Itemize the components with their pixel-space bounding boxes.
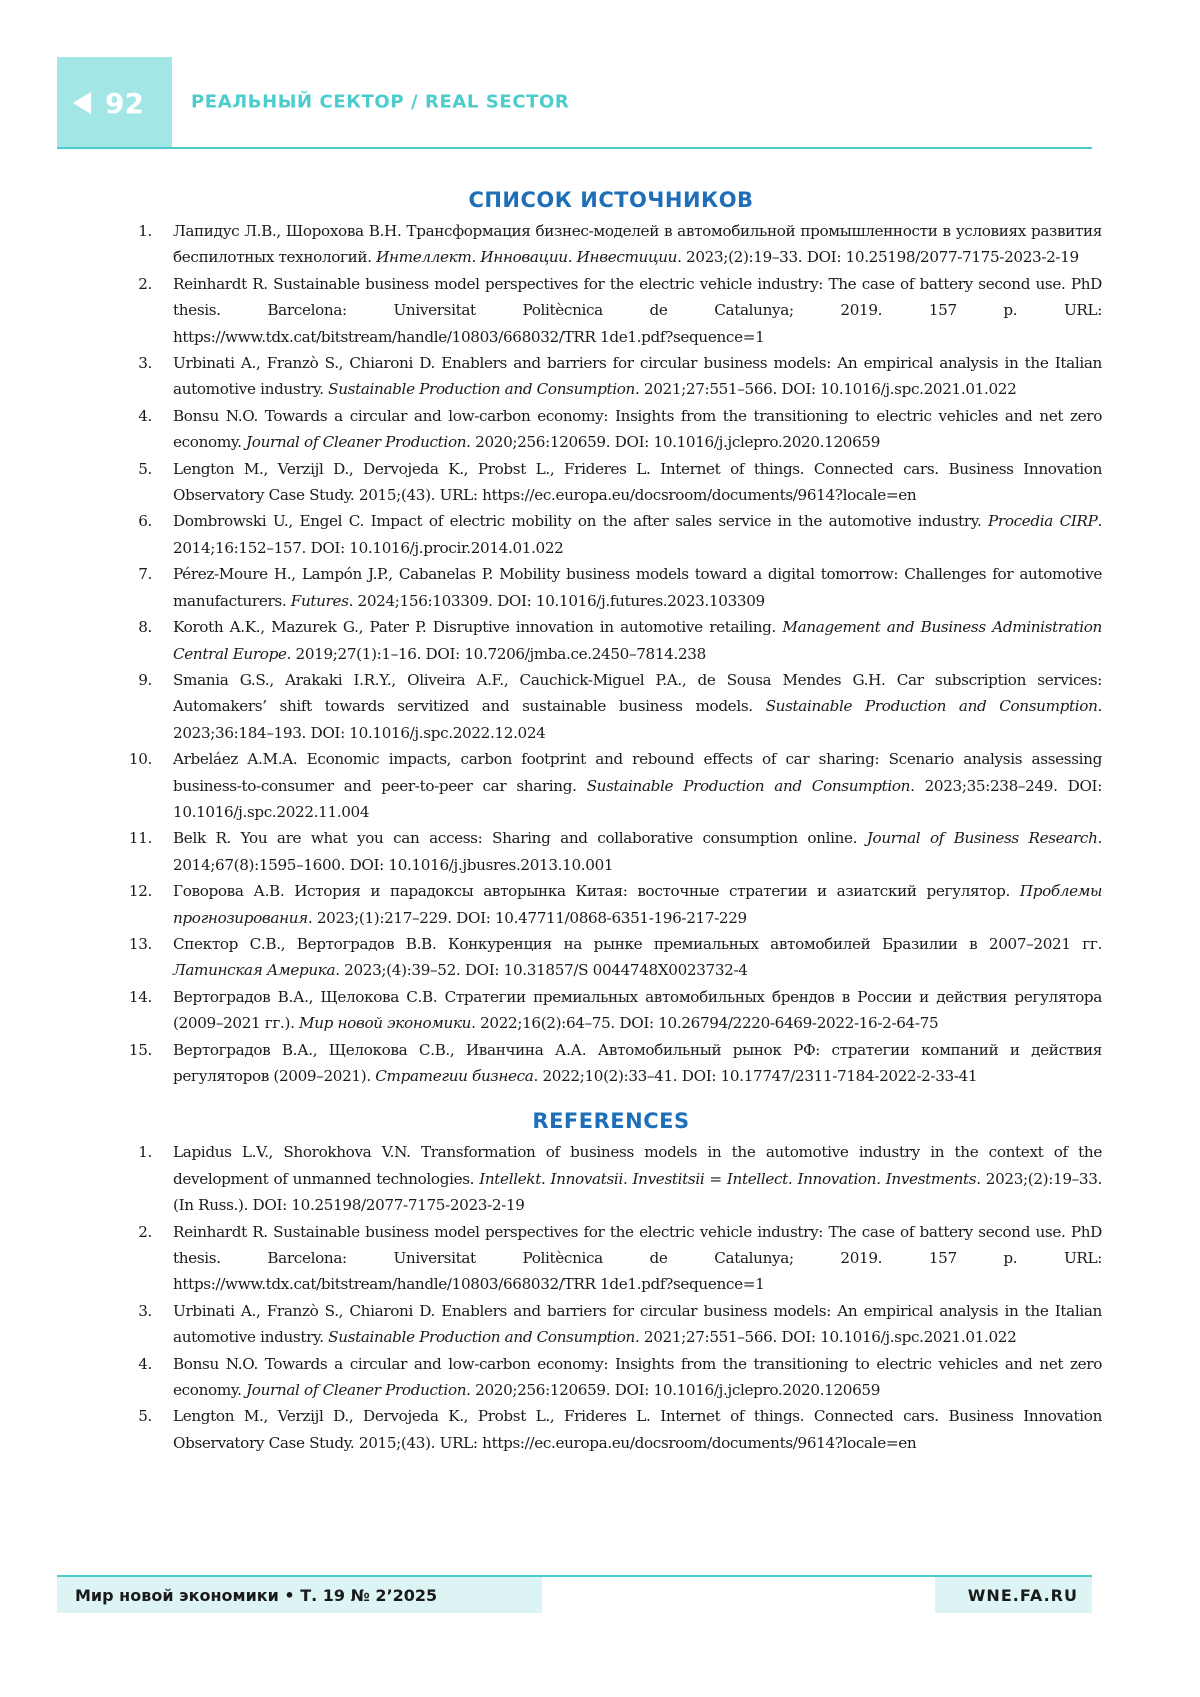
reference-text: Lengton M., Verzijl D., Dervojeda K., Probst L., Frideres L. Internet of things. Connected cars. Business Innovation Observatory Case Study. 2015;(43). URL: https://ec.europa.eu/docsroom/documents/9614?locale=en	[173, 460, 1102, 504]
reference-item	[120, 667, 1102, 746]
footer-journal: Мир новой экономики • Т. 19 № 2’2025	[57, 1575, 542, 1613]
reference-text: Lapidus L.V., Shorokhova V.N. Transformation of business models in the automotive industry in the context of the development of unmanned technologies.	[173, 1143, 1102, 1187]
reference-item	[120, 931, 1102, 984]
reference-journal: Procedia CIRP	[988, 512, 1097, 530]
reference-text: Pérez-Moure H., Lampón J.P., Cabanelas P. Mobility business models toward a digital tomorrow: Challenges for automotive manufacturers.	[173, 565, 1102, 609]
reference-details: . 2023;36:184–193. DOI: 10.1016/j.spc.2022.12.024	[173, 697, 1102, 741]
reference-text: Лапидус Л.В., Шорохова В.Н. Трансформация бизнес-моделей в автомобильной промышленности в условиях развития беспилотных технологий.	[173, 222, 1102, 266]
footer-divider	[542, 1575, 935, 1577]
reference-item	[120, 984, 1102, 1037]
reference-number: 3.	[120, 1298, 152, 1324]
reference-text: Reinhardt R. Sustainable business model perspectives for the electric vehicle industry: The case of battery second use. PhD thesis. Barcelona: Universitat Politècnica de Catalunya; 2019. 157 p. URL: https://www.tdx.cat/bitstream/handle/10803/668032/TRR 1de1.pdf?sequence=1	[173, 1223, 1102, 1294]
reference-number: 13.	[120, 931, 152, 957]
reference-number: 1.	[120, 1139, 152, 1165]
reference-text: Belk R. You are what you can access: Sharing and collaborative consumption online.	[173, 829, 867, 847]
reference-journal: Sustainable Production and Consumption	[328, 380, 635, 398]
reference-journal: Проблемы прогнозирования	[173, 882, 1102, 926]
reference-journal: Journal of Cleaner Production	[246, 1381, 466, 1399]
reference-text: Bonsu N.O. Towards a circular and low-carbon economy: Insights from the transitioning to electric vehicles and net zero economy.	[173, 1355, 1102, 1399]
sources-list	[120, 218, 1102, 1089]
reference-journal: Латинская Америка	[173, 961, 335, 979]
reference-journal: Мир новой экономики	[299, 1014, 471, 1032]
reference-number: 15.	[120, 1037, 152, 1063]
reference-item	[120, 746, 1102, 825]
reference-details: . 2021;27:551–566. DOI: 10.1016/j.spc.2021.01.022	[635, 380, 1016, 398]
reference-number: 3.	[120, 350, 152, 376]
reference-item	[120, 878, 1102, 931]
reference-item	[120, 561, 1102, 614]
sources-title: СПИСОК ИСТОЧНИКОВ	[120, 182, 1102, 218]
reference-journal: Journal of Business Research	[867, 829, 1098, 847]
reference-number: 4.	[120, 1351, 152, 1377]
reference-details: . 2023;(2):19–33. DOI: 10.25198/2077-7175-2023-2-19	[677, 248, 1079, 266]
reference-details: . 2023;(1):217–229. DOI: 10.47711/0868-6351-196-217-229	[308, 909, 747, 927]
references-title: REFERENCES	[120, 1103, 1102, 1139]
reference-item	[120, 1403, 1102, 1456]
reference-journal: Journal of Cleaner Production	[246, 433, 466, 451]
reference-details: . 2020;256:120659. DOI: 10.1016/j.jclepro.2020.120659	[466, 1381, 880, 1399]
reference-number: 8.	[120, 614, 152, 640]
reference-text: Reinhardt R. Sustainable business model perspectives for the electric vehicle industry: The case of battery second use. PhD thesis. Barcelona: Universitat Politècnica de Catalunya; 2019. 157 p. URL: https://www.tdx.cat/bitstream/handle/10803/668032/TRR 1de1.pdf?sequence=1	[173, 275, 1102, 346]
section-title: РЕАЛЬНЫЙ СЕКТОР / REAL SECTOR	[191, 92, 569, 113]
reference-text: Спектор С.В., Вертоградов В.В. Конкуренция на рынке премиальных автомобилей Бразилии в 2007–2021 гг.	[173, 935, 1102, 953]
reference-journal: Sustainable Production and Consumption	[587, 777, 910, 795]
reference-item	[120, 1351, 1102, 1404]
reference-text: Lengton M., Verzijl D., Dervojeda K., Probst L., Frideres L. Internet of things. Connected cars. Business Innovation Observatory Case Study. 2015;(43). URL: https://ec.europa.eu/docsroom/documents/9614?locale=en	[173, 1407, 1102, 1451]
reference-number: 5.	[120, 1403, 152, 1429]
reference-number: 14.	[120, 984, 152, 1010]
reference-text: Urbinati A., Franzò S., Chiaroni D. Enablers and barriers for circular business models: An empirical analysis in the Italian automotive industry.	[173, 354, 1102, 398]
reference-text: Arbeláez A.M.A. Economic impacts, carbon footprint and rebound effects of car sharing: Scenario analysis assessing business-to-consumer and peer-to-peer car sharing.	[173, 750, 1102, 794]
reference-details: . 2024;156:103309. DOI: 10.1016/j.futures.2023.103309	[349, 592, 765, 610]
reference-item	[120, 456, 1102, 509]
reference-item	[120, 271, 1102, 350]
reference-item	[120, 825, 1102, 878]
reference-text: Koroth A.K., Mazurek G., Pater P. Disruptive innovation in automotive retailing.	[173, 618, 782, 636]
reference-item	[120, 403, 1102, 456]
reference-item	[120, 508, 1102, 561]
reference-item	[120, 350, 1102, 403]
reference-number: 2.	[120, 1219, 152, 1245]
page-number-box	[57, 57, 172, 149]
page-header	[57, 57, 1092, 149]
reference-text: Urbinati A., Franzò S., Chiaroni D. Enablers and barriers for circular business models: An empirical analysis in the Italian automotive industry.	[173, 1302, 1102, 1346]
reference-journal: Стратегии бизнеса	[375, 1067, 533, 1085]
reference-number: 10.	[120, 746, 152, 772]
reference-item	[120, 614, 1102, 667]
reference-number: 1.	[120, 218, 152, 244]
reference-number: 9.	[120, 667, 152, 693]
reference-number: 7.	[120, 561, 152, 587]
reference-number: 4.	[120, 403, 152, 429]
reference-item	[120, 1219, 1102, 1298]
reference-number: 11.	[120, 825, 152, 851]
reference-item	[120, 1037, 1102, 1090]
reference-journal: Интеллект. Инновации. Инвестиции	[376, 248, 677, 266]
bibliography	[120, 182, 1102, 1456]
reference-text: Вертоградов В.А., Щелокова С.В. Стратегии премиальных автомобильных брендов в России и действия регулятора (2009–2021 гг.).	[173, 988, 1102, 1032]
reference-text: Bonsu N.O. Towards a circular and low-carbon economy: Insights from the transitioning to electric vehicles and net zero economy.	[173, 407, 1102, 451]
reference-item	[120, 1139, 1102, 1218]
footer-site[interactable]: WNE.FA.RU	[935, 1575, 1092, 1613]
reference-details: . 2019;27(1):1–16. DOI: 10.7206/jmba.ce.2450–7814.238	[287, 645, 706, 663]
reference-text: Говорова А.В. История и парадоксы авторынка Китая: восточные стратегии и азиатский регулятор.	[173, 882, 1020, 900]
reference-number: 2.	[120, 271, 152, 297]
reference-details: . 2021;27:551–566. DOI: 10.1016/j.spc.2021.01.022	[635, 1328, 1016, 1346]
reference-number: 12.	[120, 878, 152, 904]
reference-details: . 2014;16:152–157. DOI: 10.1016/j.procir.2014.01.022	[173, 512, 1102, 556]
reference-details: . 2023;(4):39–52. DOI: 10.31857/S 0044748X0023732-4	[335, 961, 747, 979]
reference-journal: Sustainable Production and Consumption	[328, 1328, 635, 1346]
reference-details: . 2023;(2):19–33. (In Russ.). DOI: 10.25198/2077-7175-2023-2-19	[173, 1170, 1102, 1214]
reference-text: Smania G.S., Arakaki I.R.Y., Oliveira A.F., Cauchick-Miguel P.A., de Sousa Mendes G.H. Car subscription services: Automakers’ shift towards servitized and sustainable business models.	[173, 671, 1102, 715]
reference-journal: Intellekt. Innovatsii. Investitsii = Intellect. Innovation. Investments	[479, 1170, 976, 1188]
references-list	[120, 1139, 1102, 1456]
reference-item	[120, 1298, 1102, 1351]
reference-text: Dombrowski U., Engel C. Impact of electric mobility on the after sales service in the automotive industry.	[173, 512, 988, 530]
back-arrow-icon[interactable]	[73, 92, 91, 114]
reference-details: . 2020;256:120659. DOI: 10.1016/j.jclepro.2020.120659	[466, 433, 880, 451]
reference-journal: Sustainable Production and Consumption	[766, 697, 1098, 715]
reference-number: 6.	[120, 508, 152, 534]
reference-details: . 2022;16(2):64–75. DOI: 10.26794/2220-6469-2022-16-2-64-75	[471, 1014, 938, 1032]
reference-journal: Management and Business Administration Central Europe	[173, 618, 1102, 662]
reference-number: 5.	[120, 456, 152, 482]
reference-details: . 2023;35:238–249. DOI: 10.1016/j.spc.2022.11.004	[173, 777, 1102, 821]
reference-details: . 2014;67(8):1595–1600. DOI: 10.1016/j.jbusres.2013.10.001	[173, 829, 1102, 873]
reference-details: . 2022;10(2):33–41. DOI: 10.17747/2311-7184-2022-2-33-41	[533, 1067, 977, 1085]
reference-text: Вертоградов В.А., Щелокова С.В., Иванчина А.А. Автомобильный рынок РФ: стратегии компаний и действия регуляторов (2009–2021).	[173, 1041, 1102, 1085]
page-number: 92	[105, 87, 144, 120]
reference-journal: Futures	[291, 592, 349, 610]
reference-item	[120, 218, 1102, 271]
header-divider	[57, 147, 1092, 149]
